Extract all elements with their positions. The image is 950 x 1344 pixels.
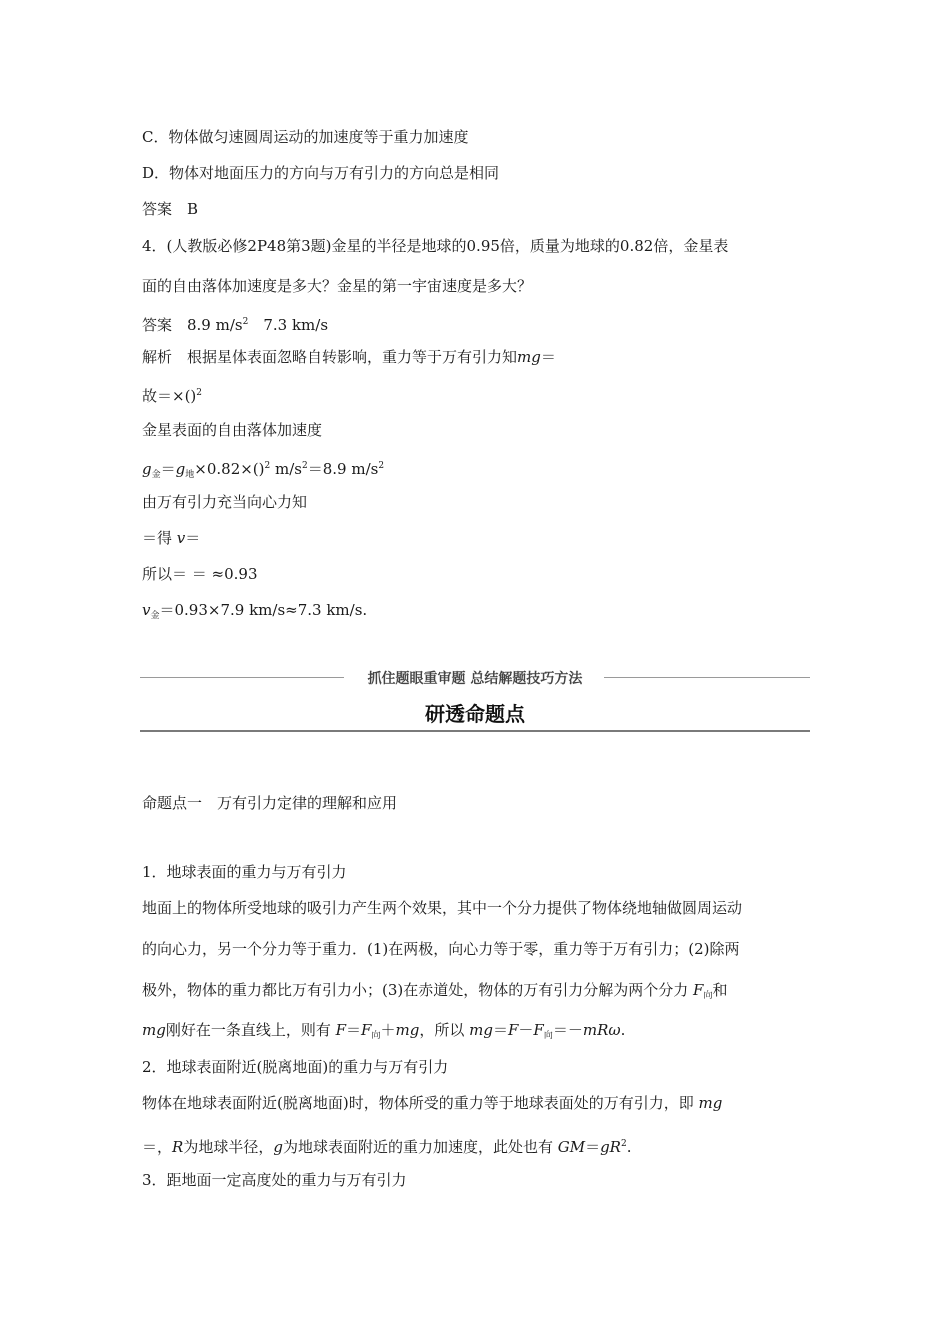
answer-4-sup: 2 bbox=[242, 317, 249, 327]
gravity-label: 金星表面的自由落体加速度 bbox=[142, 421, 323, 439]
option-c: C．物体做匀速圆周运动的加速度等于重力加速度 bbox=[142, 128, 469, 146]
answer-4-text: 答案 8.9 m/s bbox=[142, 316, 243, 334]
v-suffix: ＝ bbox=[185, 529, 201, 547]
p2l2-t3: 为地球表面附近的重力加速度，此处也有 bbox=[282, 1138, 558, 1156]
p1l4-t8: . bbox=[620, 1021, 626, 1039]
p1-line3-F: F bbox=[693, 981, 704, 999]
g-sub-di: 地 bbox=[185, 470, 195, 480]
p1l4-F3: F bbox=[507, 1021, 519, 1039]
g-sup-1: 2 bbox=[264, 461, 271, 471]
v-prefix: ＝得 bbox=[142, 529, 177, 547]
g-eq: ＝ bbox=[160, 460, 176, 478]
answer-4 bbox=[142, 312, 328, 335]
banner-rule-right bbox=[604, 677, 810, 678]
p2l2-t5: . bbox=[626, 1138, 632, 1156]
p2l2-g: g bbox=[273, 1138, 283, 1156]
v-line bbox=[142, 528, 200, 548]
analysis-eq: ＝ bbox=[540, 348, 556, 366]
ratio-sup: 2 bbox=[196, 388, 203, 398]
p2-line1-text: 物体在地球表面附近(脱离地面)时，物体所受的重力等于地球表面处的万有引力，即 bbox=[142, 1094, 699, 1112]
p2l2-t2: 为地球半径， bbox=[183, 1138, 274, 1156]
point-1-line-2: 的向心力，另一个分力等于重力．(1)在两极，向心力等于零，重力等于万有引力；(2)除两 bbox=[142, 940, 740, 958]
p1l4-mg1: mg bbox=[142, 1021, 166, 1039]
p1l4-s2: 向 bbox=[543, 1031, 553, 1041]
analysis-line bbox=[142, 347, 556, 367]
p1l4-F2: F bbox=[361, 1021, 372, 1039]
p1-line3-text: 极外，物体的重力都比万有引力小；(3)在赤道处，物体的万有引力分解为两个分力 bbox=[142, 981, 694, 999]
topic-heading: 命题点一 万有引力定律的理解和应用 bbox=[142, 794, 398, 812]
point-1-line-4 bbox=[142, 1020, 625, 1046]
v-result-var: v bbox=[142, 601, 151, 619]
p2l2-sup: 2 bbox=[620, 1139, 627, 1149]
v-result bbox=[142, 600, 367, 626]
p1-line3-post: 和 bbox=[712, 981, 728, 999]
g-mid: ×0.82×() bbox=[194, 460, 265, 478]
answer-3: 答案 B bbox=[142, 200, 199, 218]
section-banner bbox=[140, 666, 810, 688]
g-var-2: g bbox=[175, 460, 186, 478]
p1l4-t5: ＝ bbox=[492, 1021, 508, 1039]
g-var: g bbox=[142, 460, 152, 478]
p2l2-gR: gR bbox=[600, 1138, 621, 1156]
analysis-text: 解析 根据星体表面忽略自转影响，重力等于万有引力知 bbox=[142, 348, 518, 366]
centripetal-label: 由万有引力充当向心力知 bbox=[142, 493, 308, 511]
ratio-2-line: 所以＝ ＝ ≈0.93 bbox=[142, 565, 258, 583]
p2l2-R: R bbox=[172, 1138, 184, 1156]
p2-line1-var: mg bbox=[698, 1094, 723, 1112]
p1l4-mg2: mg bbox=[395, 1021, 420, 1039]
answer-4-suffix: 7.3 km/s bbox=[248, 316, 329, 334]
p1l4-t4: ，所以 bbox=[419, 1021, 470, 1039]
g-calculation bbox=[142, 456, 384, 485]
v-var: v bbox=[176, 529, 186, 547]
ratio-line bbox=[142, 383, 202, 406]
analysis-var: mg bbox=[517, 348, 541, 366]
p1l4-t3: ＋ bbox=[380, 1021, 396, 1039]
point-1-line-1: 地面上的物体所受地球的吸引力产生两个效果，其中一个分力提供了物体绕地轴做圆周运动 bbox=[142, 899, 743, 917]
g-unit: m/s bbox=[270, 460, 302, 478]
v-result-sub: 金 bbox=[150, 611, 160, 621]
point-1-line-3 bbox=[142, 980, 727, 1006]
section-title: 研透命题点 bbox=[425, 702, 525, 726]
p1l4-t2: ＝ bbox=[346, 1021, 362, 1039]
v-result-text: ＝0.93×7.9 km/s≈7.3 km/s. bbox=[159, 601, 368, 619]
p1l4-t7: ＝－ bbox=[552, 1021, 583, 1039]
point-3-title: 3．距地面一定高度处的重力与万有引力 bbox=[142, 1171, 407, 1189]
p2l2-t4: ＝ bbox=[585, 1138, 601, 1156]
point-2-line-2 bbox=[142, 1134, 632, 1157]
g-sup-2: 2 bbox=[302, 461, 308, 471]
p1l4-F4: F bbox=[533, 1021, 544, 1039]
point-1-title: 1．地球表面的重力与万有引力 bbox=[142, 863, 347, 881]
option-d: D．物体对地面压力的方向与万有引力的方向总是相同 bbox=[142, 164, 500, 182]
p1l4-mg3: mg bbox=[469, 1021, 493, 1039]
p1l4-mR: mR bbox=[582, 1021, 609, 1039]
g-sub-jin: 金 bbox=[151, 470, 161, 480]
p1l4-t1: 刚好在一条直线上，则有 bbox=[165, 1021, 336, 1039]
p2l2-GM: GM bbox=[557, 1138, 586, 1156]
p1l4-s1: 向 bbox=[371, 1031, 381, 1041]
point-2-line-1 bbox=[142, 1093, 722, 1113]
p1l4-t6: － bbox=[518, 1021, 534, 1039]
ratio-text: 故＝×() bbox=[142, 387, 197, 405]
banner-tagline: 抓住题眼重审题 总结解题技巧方法 bbox=[367, 671, 583, 687]
point-2-title: 2．地球表面附近(脱离地面)的重力与万有引力 bbox=[142, 1058, 449, 1076]
section-title-underline bbox=[140, 730, 810, 732]
p1l4-omega: ω bbox=[608, 1021, 621, 1039]
p1l4-F1: F bbox=[335, 1021, 347, 1039]
question-4-line-1: 4．(人教版必修2P48第3题)金星的半径是地球的0.95倍，质量为地球的0.82倍，金星表 bbox=[142, 237, 729, 255]
question-4-line-2: 面的自由落体加速度是多大？金星的第一宇宙速度是多大？ bbox=[142, 277, 533, 295]
p2l2-t1: ＝， bbox=[142, 1138, 173, 1156]
p1-line3-sub: 向 bbox=[703, 991, 713, 1001]
g-result: ＝8.9 m/s bbox=[307, 460, 379, 478]
g-sup-3: 2 bbox=[378, 461, 385, 471]
